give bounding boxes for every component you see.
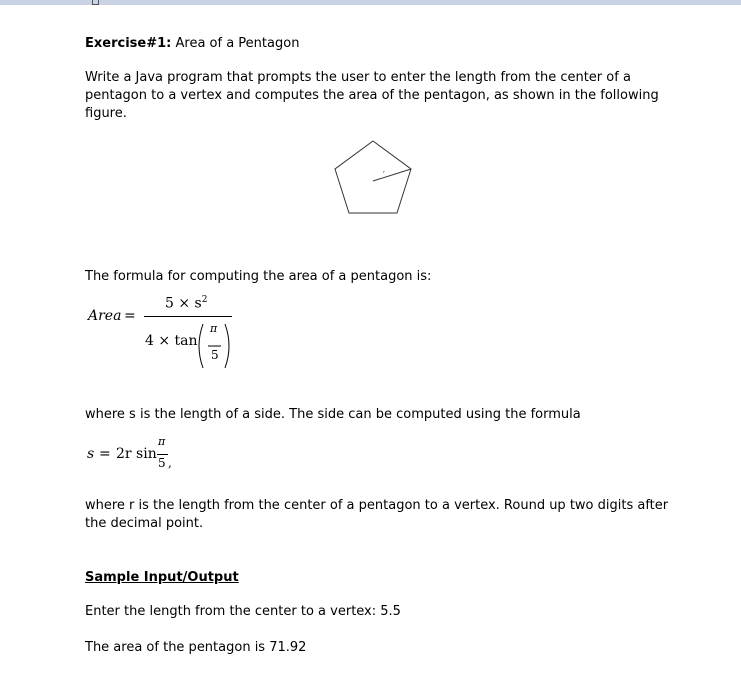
area-numerator-text: 5 × s (165, 295, 202, 312)
top-ruler-bar (0, 0, 741, 5)
side-fraction-bar (157, 454, 168, 455)
radius-line (373, 169, 411, 181)
side-comma: , (168, 456, 172, 470)
side-rhs: 2r sin (116, 446, 157, 462)
exercise-title (85, 35, 299, 53)
sample-output: The area of the pentagon is 71.92 (85, 640, 307, 655)
exercise-name: Area of a Pentagon (175, 36, 300, 51)
exercise-intro: Write a Java program that prompts the user to enter the length from the center of a pentagon to a vertex and computes the area of the pentagon, as shown in the following figure. (85, 70, 659, 121)
area-equals: = (124, 308, 136, 324)
sample-prompt: Enter the length from the center to a vertex: 5.5 (85, 604, 401, 619)
formula-intro: The formula for computing the area of a pentagon is: (85, 269, 432, 284)
area-denominator-coef: 4 × tan (145, 333, 198, 349)
area-five: 5 (211, 348, 219, 362)
radius-label: r (383, 169, 385, 174)
left-paren (199, 324, 203, 368)
right-paren (225, 324, 229, 368)
side-five: 5 (158, 456, 166, 470)
pentagon-figure (333, 137, 413, 215)
area-fraction-bar (144, 316, 232, 317)
side-explanation: where s is the length of a side. The side can be computed using the formula (85, 407, 581, 422)
area-numerator (165, 295, 207, 312)
area-numerator-exponent: 2 (201, 295, 208, 305)
radius-explanation: where r is the length from the center of a pentagon to a vertex. Round up two digits after the decimal point. (85, 498, 669, 531)
area-pi: π (210, 322, 218, 335)
ruler-marker (92, 0, 99, 5)
side-label: s (87, 446, 95, 462)
area-label: Area (88, 308, 122, 324)
side-pi: π (158, 435, 166, 448)
exercise-label: Exercise#1: (85, 36, 172, 51)
sample-heading: Sample Input/Output (85, 570, 239, 585)
pentagon-shape (335, 141, 411, 213)
side-equals: = (99, 446, 111, 462)
